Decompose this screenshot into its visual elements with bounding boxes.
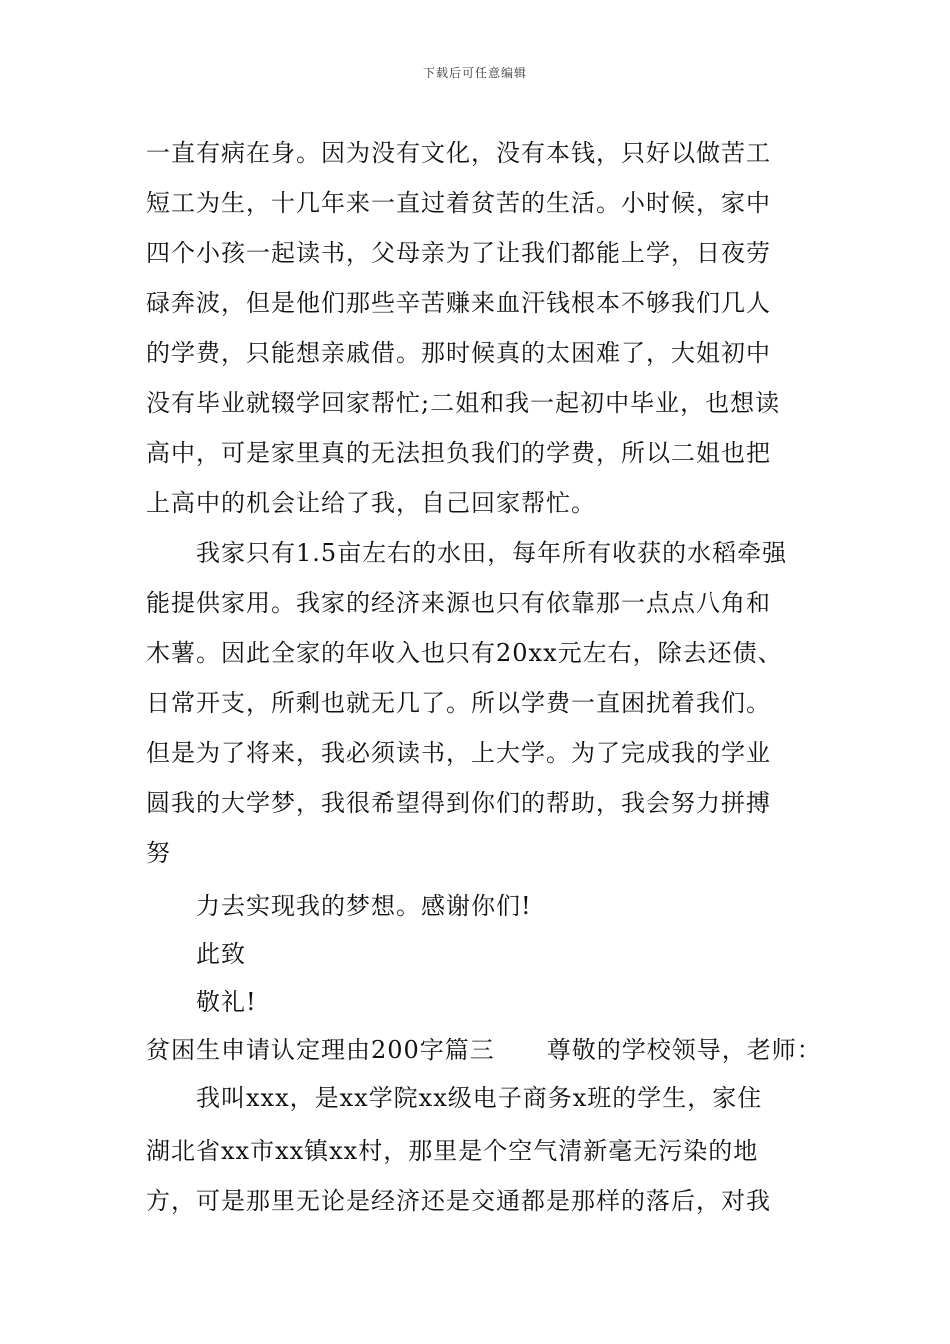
closing-line: 此致 [196, 940, 246, 968]
paragraph-line: 上高中的机会让给了我，自己回家帮忙。 [146, 489, 596, 517]
paragraph-line: 但是为了将来，我必须读书，上大学。为了完成我的学业 [146, 739, 771, 767]
paragraph-line: 四个小孩一起读书，父母亲为了让我们都能上学，日夜劳 [146, 239, 771, 267]
paragraph-line: 碌奔波，但是他们那些辛苦赚来血汗钱根本不够我们几人 [146, 289, 771, 317]
paragraph-line: 日常开支，所剩也就无几了。所以学费一直困扰着我们。 [146, 689, 771, 717]
section-heading [146, 1030, 826, 1070]
paragraph-line: 木薯。因此全家的年收入也只有20xx元左右，除去还债、 [146, 639, 783, 667]
paragraph-line: 我家只有1.5亩左右的水田，每年所有收获的水稻牵强 [196, 539, 788, 567]
salutation: 尊敬的学校领导，老师： [546, 1036, 822, 1064]
paragraph-line: 我叫xxx，是xx学院xx级电子商务x班的学生，家住 [196, 1084, 763, 1112]
paragraph-line: 没有毕业就辍学回家帮忙;二姐和我一起初中毕业，也想读 [146, 389, 781, 417]
paragraph-line: 短工为生，十几年来一直过着贫苦的生活。小时候，家中 [146, 189, 771, 217]
paragraph-line: 方，可是那里无论是经济还是交通都是那样的落后，对我 [146, 1187, 771, 1215]
paragraph-line: 一直有病在身。因为没有文化，没有本钱，只好以做苦工 [146, 139, 771, 167]
paragraph-line: 的学费，只能想亲戚借。那时候真的太困难了，大姐初中 [146, 339, 771, 367]
section-title: 贫困生申请认定理由200字篇三 [146, 1036, 495, 1064]
paragraph-line: 力去实现我的梦想。感谢你们! [196, 892, 532, 920]
document-body [146, 128, 826, 1226]
paragraph-line: 能提供家用。我家的经济来源也只有依靠那一点点八角和 [146, 589, 771, 617]
paragraph-line: 努 [146, 839, 171, 867]
paragraph-line: 湖北省xx市xx镇xx村，那里是个空气清新毫无污染的地 [146, 1137, 759, 1165]
closing-line: 敬礼! [196, 988, 257, 1016]
page-header: 下载后可任意编辑 [422, 66, 527, 80]
paragraph-line: 圆我的大学梦，我很希望得到你们的帮助，我会努力拼搏 [146, 789, 771, 817]
paragraph-line: 高中，可是家里真的无法担负我们的学费，所以二姐也把 [146, 439, 771, 467]
